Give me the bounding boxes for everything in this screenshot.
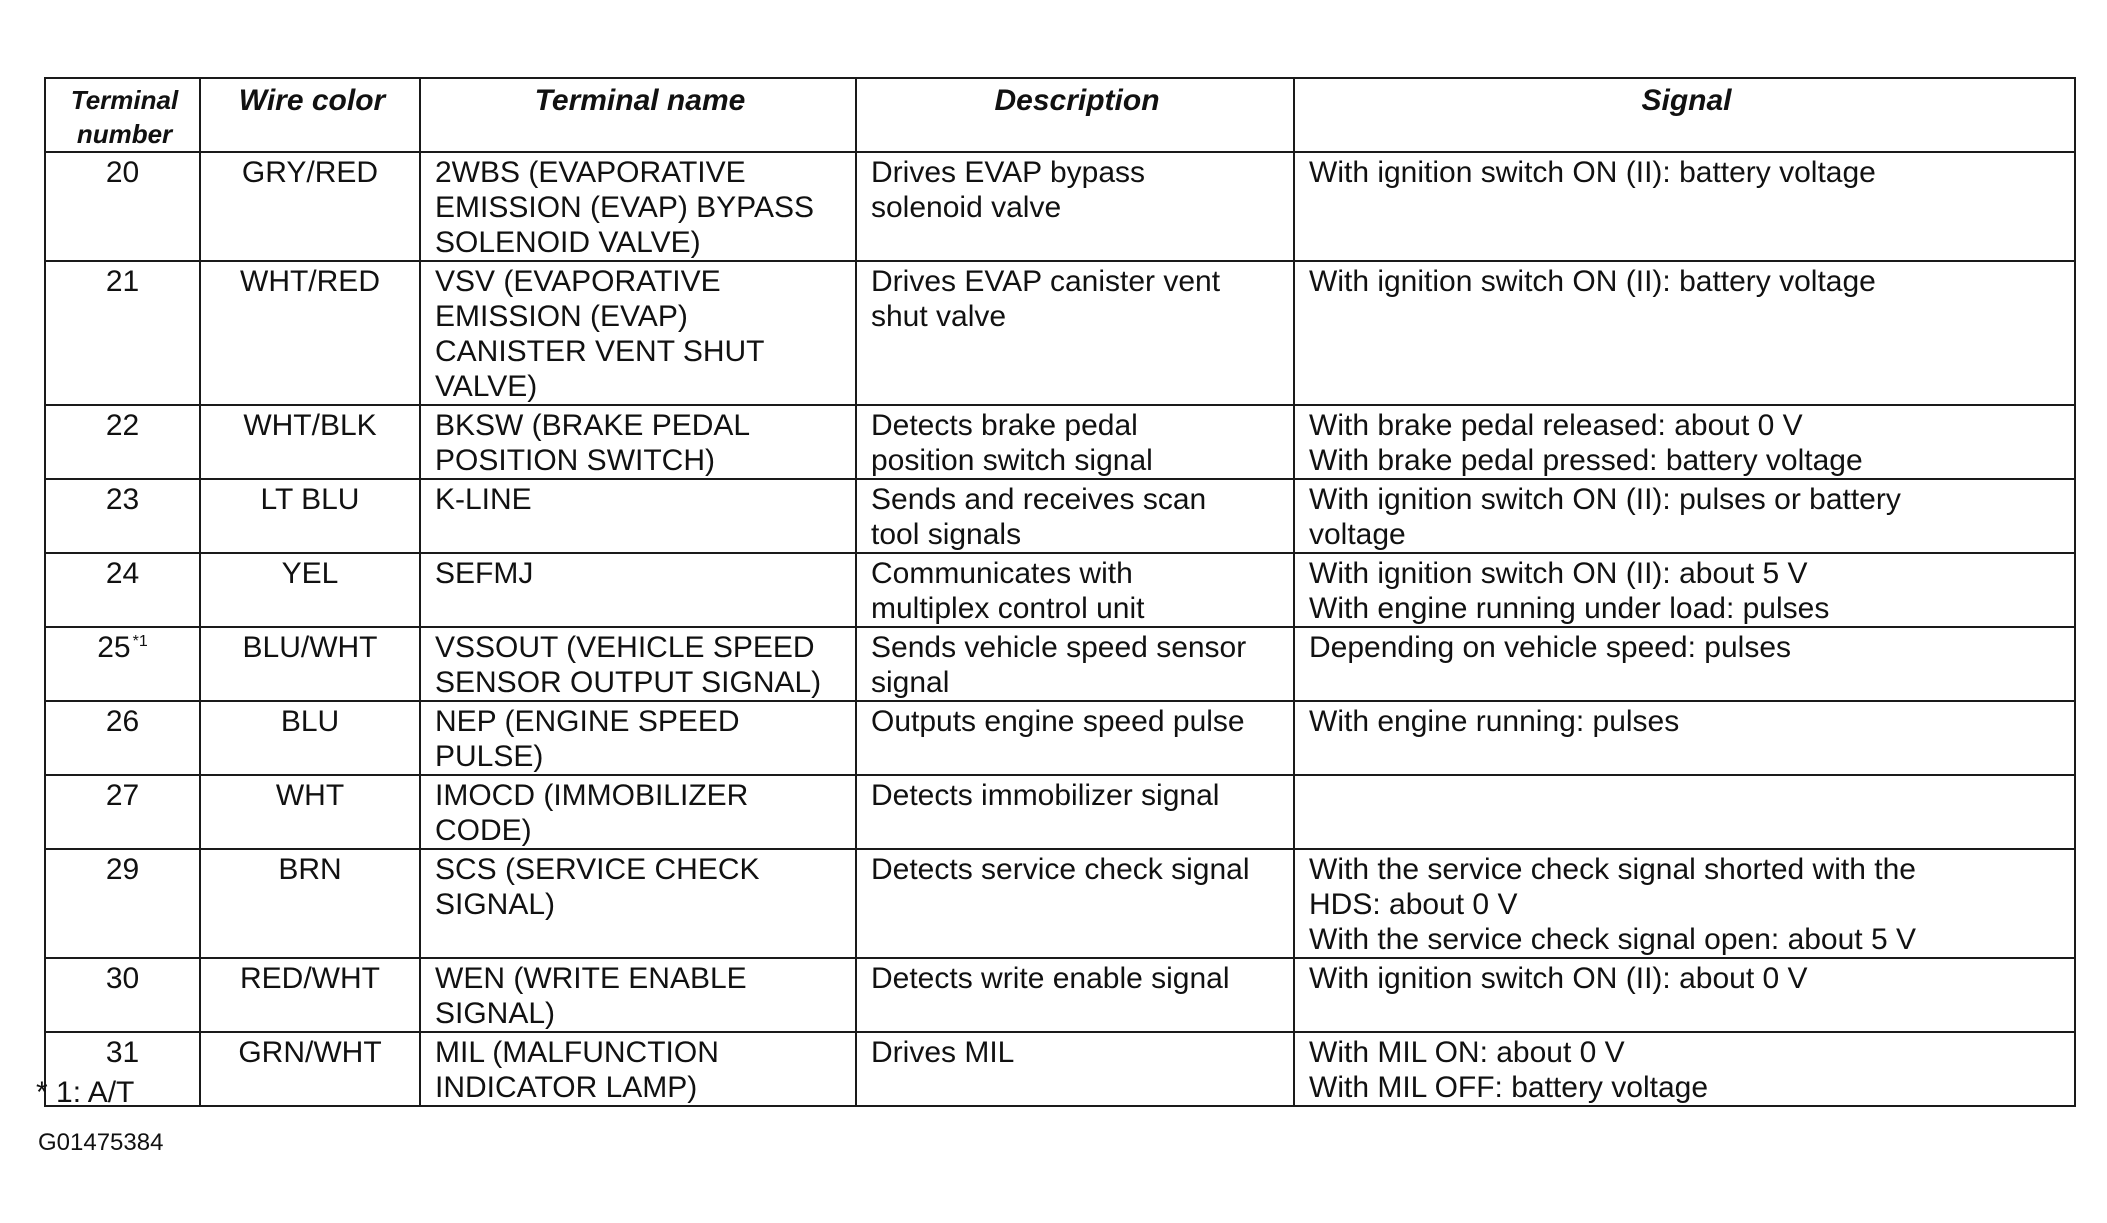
cell-signal — [1294, 701, 2075, 775]
cell-description-line: Drives EVAP bypass — [871, 156, 1145, 189]
cell-signal — [1294, 849, 2075, 958]
cell-description — [856, 627, 1294, 701]
cell-terminal-name-line: VSV (EVAPORATIVE — [435, 265, 721, 298]
cell-wire-color: BRN — [200, 849, 420, 958]
terminal-number-text: 24 — [105, 557, 140, 590]
cell-terminal-name-line: POSITION SWITCH) — [435, 444, 715, 477]
cell-signal — [1294, 553, 2075, 627]
cell-signal-line: HDS: about 0 V — [1309, 888, 1518, 921]
table-row — [45, 405, 2075, 479]
cell-wire-color: BLU — [200, 701, 420, 775]
cell-signal-line: With engine running: pulses — [1309, 705, 1680, 738]
cell-wire-color: WHT — [200, 775, 420, 849]
cell-terminal-number — [45, 405, 200, 479]
cell-terminal-name — [420, 152, 856, 261]
cell-description — [856, 1032, 1294, 1106]
cell-wire-color: BLU/WHT — [200, 627, 420, 701]
terminal-number-text: 20 — [105, 156, 140, 189]
cell-terminal-name-line: IMOCD (IMMOBILIZER — [435, 779, 749, 812]
header-description: Description — [856, 78, 1294, 152]
cell-signal — [1294, 958, 2075, 1032]
cell-description-line: multiplex control unit — [871, 592, 1145, 625]
cell-terminal-name-line: K-LINE — [435, 483, 532, 516]
table-header-row — [45, 78, 2075, 152]
header-terminal-number: Terminal number — [45, 78, 200, 152]
cell-description-line: solenoid valve — [871, 191, 1062, 224]
cell-terminal-name-line: VALVE) — [435, 370, 538, 403]
cell-terminal-name-line: EMISSION (EVAP) BYPASS — [435, 191, 814, 224]
cell-terminal-name — [420, 405, 856, 479]
cell-terminal-number — [45, 553, 200, 627]
table-body — [45, 152, 2075, 1106]
cell-terminal-number — [45, 479, 200, 553]
cell-signal — [1294, 152, 2075, 261]
header-wire-color: Wire color — [200, 78, 420, 152]
cell-signal — [1294, 775, 2075, 849]
cell-signal — [1294, 627, 2075, 701]
cell-terminal-name — [420, 553, 856, 627]
cell-description-line: Sends vehicle speed sensor — [871, 631, 1247, 664]
table-row — [45, 958, 2075, 1032]
cell-description-line: shut valve — [871, 300, 1007, 333]
cell-terminal-name-line: 2WBS (EVAPORATIVE — [435, 156, 746, 189]
terminal-number-text: 21 — [105, 265, 140, 298]
cell-description — [856, 849, 1294, 958]
terminal-number-text: 27 — [105, 779, 140, 812]
table-row — [45, 627, 2075, 701]
cell-description — [856, 958, 1294, 1032]
terminal-number-text: 25 — [97, 631, 131, 664]
cell-signal-line: Depending on vehicle speed: pulses — [1309, 631, 1792, 664]
table-row — [45, 701, 2075, 775]
cell-description — [856, 775, 1294, 849]
cell-signal-line: With ignition switch ON (II): battery voltage — [1309, 156, 1876, 189]
cell-signal — [1294, 1032, 2075, 1106]
cell-signal-line: With the service check signal open: about 5 V — [1309, 923, 1917, 956]
cell-wire-color: WHT/BLK — [200, 405, 420, 479]
cell-description-line: Detects write enable signal — [871, 962, 1230, 995]
cell-signal-line: With engine running under load: pulses — [1309, 592, 1830, 625]
cell-wire-color: WHT/RED — [200, 261, 420, 405]
cell-terminal-name — [420, 701, 856, 775]
cell-wire-color: GRY/RED — [200, 152, 420, 261]
cell-description — [856, 261, 1294, 405]
cell-terminal-name — [420, 627, 856, 701]
table-row — [45, 479, 2075, 553]
table-row — [45, 1032, 2075, 1106]
cell-description — [856, 152, 1294, 261]
cell-description-line: Communicates with — [871, 557, 1133, 590]
table-row — [45, 261, 2075, 405]
cell-description-line: Outputs engine speed pulse — [871, 705, 1245, 738]
cell-terminal-name-line: BKSW (BRAKE PEDAL — [435, 409, 751, 442]
cell-description — [856, 701, 1294, 775]
header-terminal-name: Terminal name — [420, 78, 856, 152]
terminal-table — [44, 77, 2076, 1107]
cell-terminal-number — [45, 627, 200, 701]
cell-description-line: Sends and receives scan — [871, 483, 1207, 516]
cell-signal-line: voltage — [1309, 518, 1406, 551]
cell-terminal-number — [45, 152, 200, 261]
cell-terminal-name-line: VSSOUT (VEHICLE SPEED — [435, 631, 815, 664]
cell-terminal-number — [45, 849, 200, 958]
cell-terminal-name — [420, 775, 856, 849]
cell-description — [856, 553, 1294, 627]
cell-signal-line: With the service check signal shorted with the — [1309, 853, 1916, 886]
cell-terminal-name — [420, 479, 856, 553]
cell-terminal-name-line: NEP (ENGINE SPEED — [435, 705, 740, 738]
figure-id: G01475384 — [38, 1129, 164, 1156]
cell-signal-line: With ignition switch ON (II): about 0 V — [1309, 962, 1808, 995]
cell-terminal-name-line: SOLENOID VALVE) — [435, 226, 701, 259]
cell-signal-line: With ignition switch ON (II): pulses or battery — [1309, 483, 1901, 516]
terminal-number-text: 23 — [105, 483, 140, 516]
cell-signal-line: With brake pedal released: about 0 V — [1309, 409, 1803, 442]
cell-description-line: Drives MIL — [871, 1036, 1015, 1069]
cell-description-line: signal — [871, 666, 950, 699]
cell-terminal-name-line: CANISTER VENT SHUT — [435, 335, 765, 368]
cell-wire-color: GRN/WHT — [200, 1032, 420, 1106]
cell-description-line: Detects brake pedal — [871, 409, 1138, 442]
cell-signal — [1294, 405, 2075, 479]
cell-terminal-name-line: SEFMJ — [435, 557, 534, 590]
cell-description-line: tool signals — [871, 518, 1022, 551]
cell-terminal-name-line: WEN (WRITE ENABLE — [435, 962, 747, 995]
cell-description-line: Detects immobilizer signal — [871, 779, 1220, 812]
cell-signal-line: With ignition switch ON (II): battery voltage — [1309, 265, 1876, 298]
cell-wire-color: LT BLU — [200, 479, 420, 553]
terminal-number-text: 29 — [105, 853, 140, 886]
terminal-number-text: 26 — [105, 705, 140, 738]
cell-terminal-name-line: MIL (MALFUNCTION — [435, 1036, 719, 1069]
footnote-marker: *1 — [132, 633, 148, 650]
cell-description-line: Drives EVAP canister vent — [871, 265, 1221, 298]
cell-terminal-name-line: SENSOR OUTPUT SIGNAL) — [435, 666, 822, 699]
table-row — [45, 553, 2075, 627]
cell-terminal-name — [420, 261, 856, 405]
cell-terminal-name — [420, 1032, 856, 1106]
cell-terminal-name-line: EMISSION (EVAP) — [435, 300, 688, 333]
cell-terminal-number — [45, 958, 200, 1032]
cell-terminal-name-line: INDICATOR LAMP) — [435, 1071, 698, 1104]
cell-terminal-number — [45, 261, 200, 405]
cell-terminal-name-line: SIGNAL) — [435, 888, 556, 921]
cell-terminal-name-line: SIGNAL) — [435, 997, 556, 1030]
cell-signal-line: With ignition switch ON (II): about 5 V — [1309, 557, 1808, 590]
footnote: * 1: A/T — [36, 1076, 135, 1109]
cell-signal-line: With brake pedal pressed: battery voltage — [1309, 444, 1863, 477]
cell-terminal-name — [420, 958, 856, 1032]
cell-signal-line: With MIL ON: about 0 V — [1309, 1036, 1625, 1069]
terminal-number-text: 30 — [105, 962, 140, 995]
cell-terminal-number — [45, 701, 200, 775]
cell-description — [856, 479, 1294, 553]
table-row — [45, 152, 2075, 261]
cell-wire-color: YEL — [200, 553, 420, 627]
cell-description-line: position switch signal — [871, 444, 1153, 477]
cell-terminal-name — [420, 849, 856, 958]
cell-signal — [1294, 479, 2075, 553]
table-row — [45, 775, 2075, 849]
table-row — [45, 849, 2075, 958]
cell-description-line: Detects service check signal — [871, 853, 1250, 886]
cell-terminal-name-line: PULSE) — [435, 740, 544, 773]
cell-description — [856, 405, 1294, 479]
header-signal: Signal — [1294, 78, 2075, 152]
cell-signal — [1294, 261, 2075, 405]
cell-terminal-name-line: SCS (SERVICE CHECK — [435, 853, 760, 886]
terminal-number-text: 31 — [105, 1036, 140, 1069]
terminal-number-text: 22 — [105, 409, 140, 442]
cell-terminal-name-line: CODE) — [435, 814, 532, 847]
cell-wire-color: RED/WHT — [200, 958, 420, 1032]
cell-terminal-number — [45, 775, 200, 849]
cell-signal-line: With MIL OFF: battery voltage — [1309, 1071, 1709, 1104]
